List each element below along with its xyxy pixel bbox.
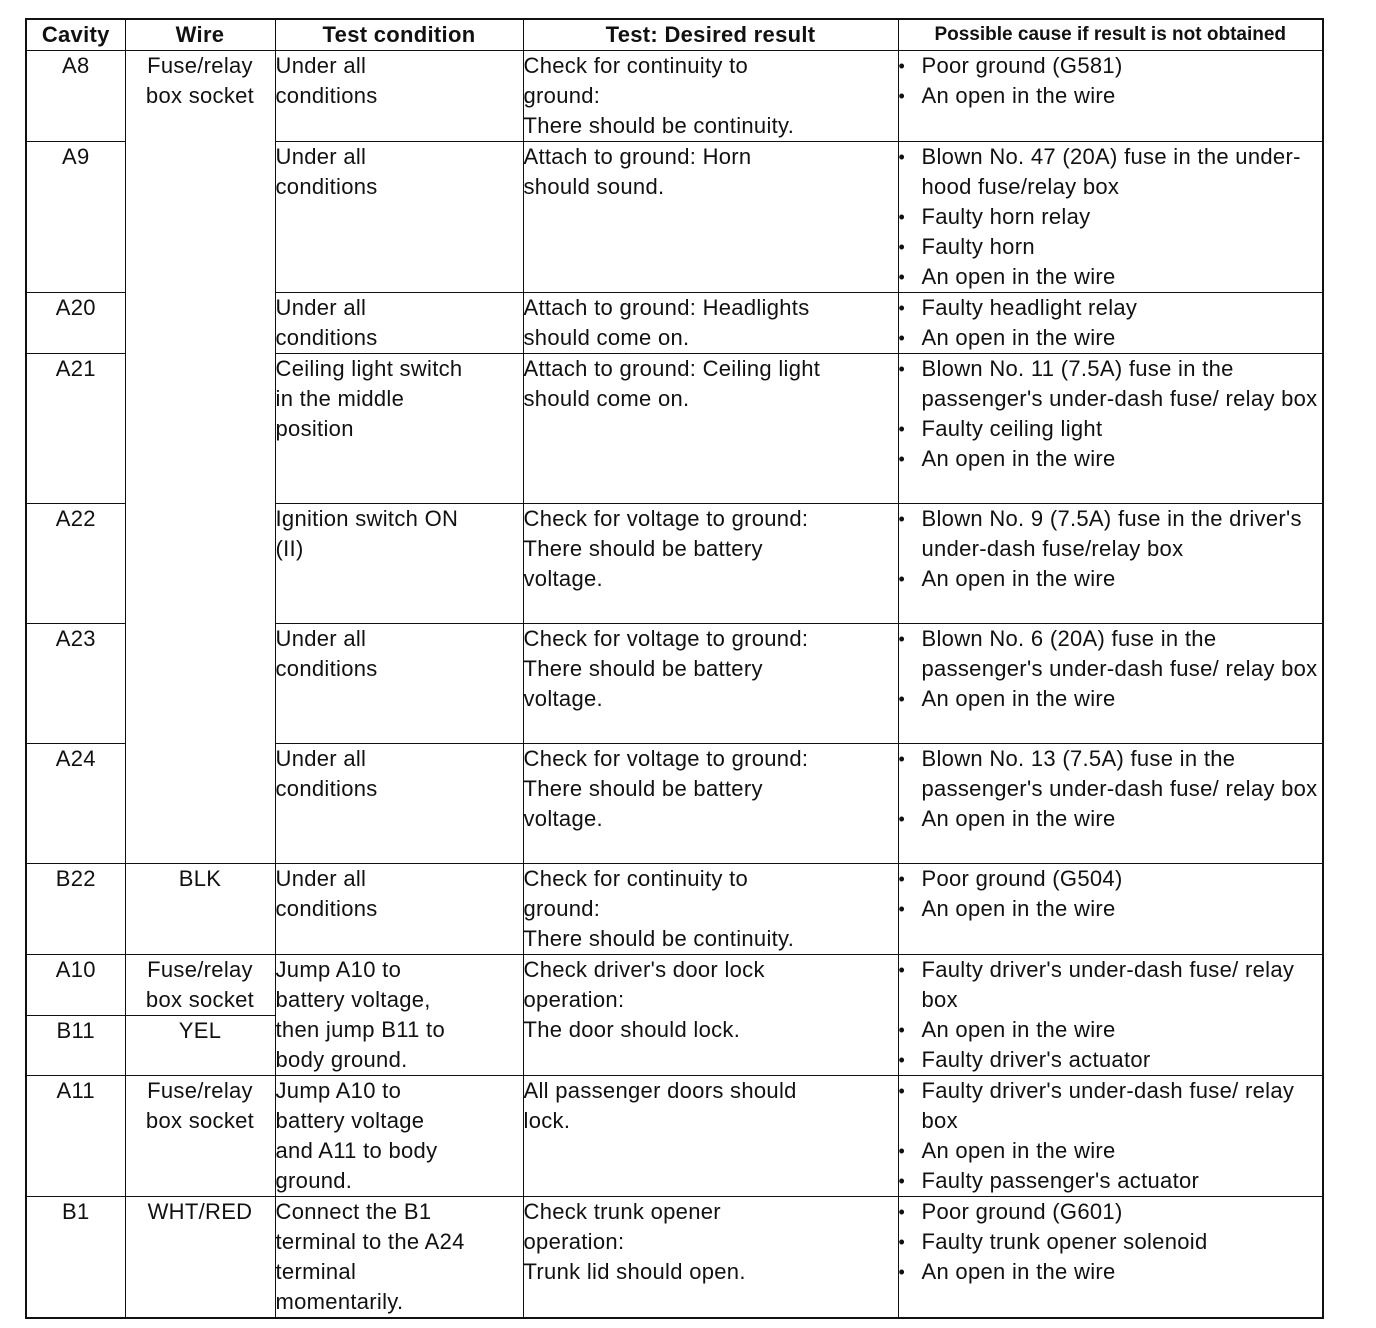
desired-result-cell [523,1197,898,1319]
text-line: terminal [275,1259,357,1284]
cavity-cell: A21 [26,354,125,504]
text-line: Ceiling light switch [275,356,463,381]
text-lines [276,504,523,564]
text-line: There should be battery [523,776,763,801]
text-line: should come on. [523,386,690,411]
test-condition-cell [275,354,523,504]
cause-item: • Blown No. 9 (7.5A) fuse in the driver's under-dash fuse/relay box [899,504,1323,564]
text-line: Connect the B1 [275,1199,432,1224]
cavity-cell: A9 [26,142,125,293]
test-condition-cell [275,51,523,142]
text-line: in the middle [275,386,405,411]
cause-list [899,504,1323,594]
text-line: conditions [275,83,378,108]
desired-result-cell [523,624,898,744]
text-line: Check for voltage to ground: [523,506,809,531]
text-line: Trunk lid should open. [523,1259,746,1284]
text-lines [276,1076,523,1196]
cause-item: • Faulty headlight relay [899,293,1323,323]
wire-cell: Fuse/relay box socket [125,51,275,864]
test-condition-cell [275,504,523,624]
test-condition-cell [275,293,523,354]
cause-item: • Blown No. 6 (20A) fuse in the passenger's under-dash fuse/ relay box [899,624,1323,684]
text-lines [524,142,898,202]
possible-cause-cell [898,504,1323,624]
text-lines [276,1197,523,1317]
header-test-condition: Test condition [275,19,523,51]
cause-item: • An open in the wire [899,1015,1323,1045]
text-line: lock. [523,1108,571,1133]
wire-cell: BLK [125,864,275,955]
desired-result-cell [523,504,898,624]
cause-list [899,955,1323,1075]
cause-item: • Faulty horn [899,232,1323,262]
text-lines [276,142,523,202]
cavity-cell: B22 [26,864,125,955]
cause-item: • An open in the wire [899,804,1323,834]
header-wire: Wire [125,19,275,51]
desired-result-cell [523,354,898,504]
text-line: Check driver's door lock [523,957,765,982]
text-line: Attach to ground: Headlights [523,295,810,320]
text-line: body ground. [275,1047,408,1072]
desired-result-cell [523,744,898,864]
text-line: There should be battery [523,656,763,681]
cause-list [899,1197,1323,1287]
text-lines [524,51,898,141]
text-line: and A11 to body [275,1138,438,1163]
text-line: All passenger doors should [523,1078,797,1103]
possible-cause-cell [898,624,1323,744]
text-lines [524,504,898,594]
desired-result-cell [523,1076,898,1197]
text-line: should sound. [523,174,665,199]
text-line: conditions [275,776,378,801]
table-row [26,51,1323,142]
text-line: conditions [275,174,378,199]
test-condition-cell [275,142,523,293]
cause-list [899,624,1323,714]
text-line: Check trunk opener [523,1199,721,1224]
cavity-cell: B11 [26,1016,125,1076]
text-lines [524,1197,898,1287]
text-line: Check for continuity to [523,53,749,78]
text-line: There should be continuity. [523,926,795,951]
text-lines [276,744,523,804]
cause-item: • Poor ground (G581) [899,51,1323,81]
cause-list [899,1076,1323,1196]
cavity-cell: A23 [26,624,125,744]
header-cavity: Cavity [26,19,125,51]
cause-list [899,744,1323,834]
table-row [26,1076,1323,1197]
cause-list [899,354,1323,474]
cause-item: • An open in the wire [899,323,1323,353]
text-lines [524,955,898,1045]
text-lines [524,864,898,954]
text-lines [276,354,523,444]
possible-cause-cell [898,1076,1323,1197]
test-condition-cell [275,1197,523,1319]
cause-item: • Blown No. 47 (20A) fuse in the under-hood fuse/relay box [899,142,1323,202]
test-condition-cell [275,864,523,955]
cause-list [899,864,1323,924]
text-lines [524,293,898,353]
possible-cause-cell [898,955,1323,1076]
header-row [26,19,1323,51]
cause-list [899,293,1323,353]
text-line: There should be battery [523,536,763,561]
test-condition-cell [275,955,523,1076]
text-line: Under all [275,866,367,891]
possible-cause-cell [898,1197,1323,1319]
cavity-cell: A11 [26,1076,125,1197]
text-line: then jump B11 to [275,1017,445,1042]
cause-item: • Faulty ceiling light [899,414,1323,444]
text-line: Attach to ground: Horn [523,144,752,169]
header-desired-result: Test: Desired result [523,19,898,51]
cause-item: • An open in the wire [899,81,1323,111]
cause-item: • Faulty horn relay [899,202,1323,232]
cavity-cell: A24 [26,744,125,864]
text-line: Under all [275,53,367,78]
text-lines [276,51,523,111]
desired-result-cell [523,142,898,293]
text-lines [276,624,523,684]
text-line: should come on. [523,325,690,350]
text-line: voltage. [523,566,603,591]
header-possible-cause: Possible cause if result is not obtained [898,19,1323,51]
text-line: Under all [275,295,367,320]
text-line: ground: [523,896,601,921]
cavity-cell: A20 [26,293,125,354]
text-line: voltage. [523,686,603,711]
cause-item: • Faulty driver's actuator [899,1045,1323,1075]
connector-test-table [25,18,1324,1319]
cause-item: • An open in the wire [899,262,1323,292]
desired-result-cell [523,864,898,955]
possible-cause-cell [898,354,1323,504]
text-line: position [275,416,354,441]
cavity-cell: B1 [26,1197,125,1319]
text-lines [276,955,523,1075]
cause-item: • An open in the wire [899,684,1323,714]
cause-item: • Poor ground (G504) [899,864,1323,894]
cause-list [899,142,1323,292]
cause-item: • Faulty trunk opener solenoid [899,1227,1323,1257]
text-lines [524,1076,898,1136]
text-line: conditions [275,325,378,350]
test-condition-cell [275,624,523,744]
text-line: conditions [275,896,378,921]
text-line: Ignition switch ON [275,506,459,531]
test-condition-cell [275,1076,523,1197]
cause-item: • Poor ground (G601) [899,1197,1323,1227]
text-line: battery voltage, [275,987,431,1012]
text-line: momentarily. [275,1289,404,1314]
text-lines [524,624,898,714]
cause-item: • An open in the wire [899,1257,1323,1287]
desired-result-cell [523,293,898,354]
text-line: Jump A10 to [275,957,402,982]
desired-result-cell [523,51,898,142]
desired-result-cell [523,955,898,1076]
text-line: operation: [523,987,625,1012]
text-line: operation: [523,1229,625,1254]
cause-item: • An open in the wire [899,1136,1323,1166]
text-line: Check for voltage to ground: [523,746,809,771]
cause-list [899,51,1323,111]
cause-item: • Faulty driver's under-dash fuse/ relay box [899,955,1323,1015]
wire-cell: Fuse/relay box socket [125,955,275,1016]
table-row [26,864,1323,955]
cause-item: • An open in the wire [899,564,1323,594]
text-lines [276,293,523,353]
text-line: voltage. [523,806,603,831]
text-line: Attach to ground: Ceiling light [523,356,821,381]
text-line: Under all [275,144,367,169]
possible-cause-cell [898,142,1323,293]
table-row [26,1197,1323,1319]
text-line: battery voltage [275,1108,425,1133]
wire-cell: Fuse/relay box socket [125,1076,275,1197]
possible-cause-cell [898,293,1323,354]
cause-item: • Blown No. 11 (7.5A) fuse in the passenger's under-dash fuse/ relay box [899,354,1323,414]
text-lines [276,864,523,924]
possible-cause-cell [898,51,1323,142]
possible-cause-cell [898,744,1323,864]
wire-cell: YEL [125,1016,275,1076]
text-line: Under all [275,626,367,651]
text-lines [524,744,898,834]
cavity-cell: A8 [26,51,125,142]
text-line: Jump A10 to [275,1078,402,1103]
text-line: terminal to the A24 [275,1229,465,1254]
text-line: The door should lock. [523,1017,741,1042]
cavity-cell: A22 [26,504,125,624]
text-line: Check for continuity to [523,866,749,891]
table-row [26,955,1323,1016]
text-line: ground: [523,83,601,108]
possible-cause-cell [898,864,1323,955]
text-line: Under all [275,746,367,771]
text-lines [524,354,898,414]
text-line: Check for voltage to ground: [523,626,809,651]
cause-item: • Faulty driver's under-dash fuse/ relay box [899,1076,1323,1136]
cause-item: • Faulty passenger's actuator [899,1166,1323,1196]
cause-item: • Blown No. 13 (7.5A) fuse in the passenger's under-dash fuse/ relay box [899,744,1323,804]
wire-cell: WHT/RED [125,1197,275,1319]
text-line: (II) [275,536,304,561]
text-line: conditions [275,656,378,681]
cause-item: • An open in the wire [899,894,1323,924]
text-line: There should be continuity. [523,113,795,138]
test-condition-cell [275,744,523,864]
text-line: ground. [275,1168,353,1193]
cause-item: • An open in the wire [899,444,1323,474]
cavity-cell: A10 [26,955,125,1016]
